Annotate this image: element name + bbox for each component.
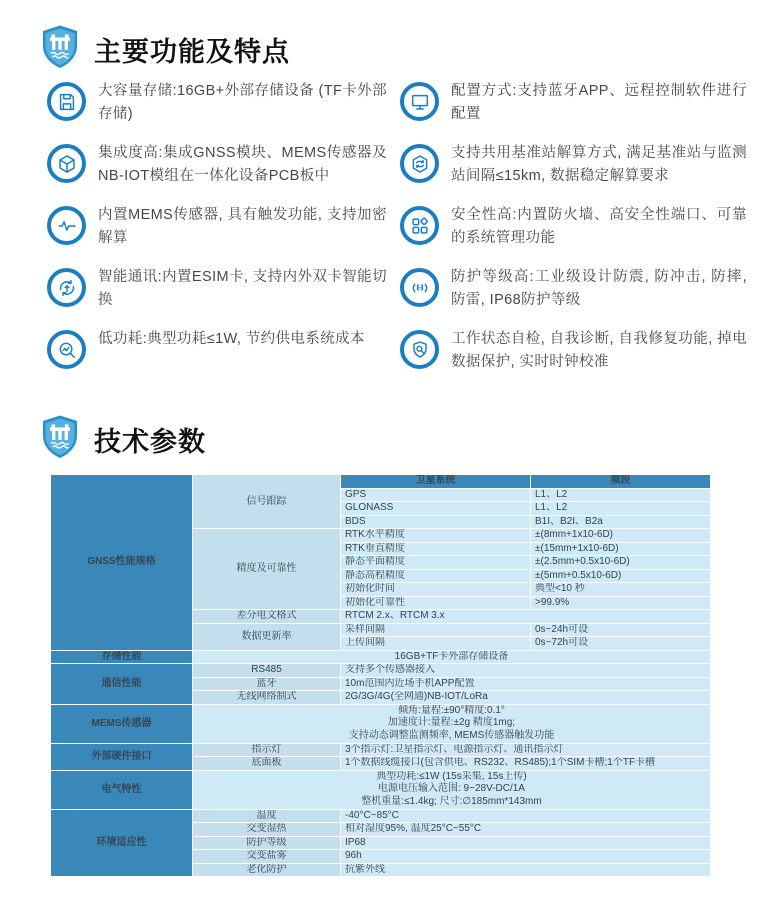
- spec-value: >99.9%: [531, 596, 711, 610]
- features-list: [47, 80, 747, 390]
- feature-text: 支持共用基准站解算方式, 满足基准站与监测站间隔≤15km, 数据稳定解算要求: [451, 145, 747, 184]
- floppy-disk-icon: [47, 82, 86, 121]
- electrical-line: 整机重量:≤1.4kg; 尺寸:∅185mm*143mm: [361, 795, 542, 807]
- spec-param: 老化防护: [193, 863, 341, 877]
- spec-param: 底面板: [193, 757, 341, 771]
- specs-table-container: [50, 474, 711, 877]
- electrical-line: 电源电压输入范围: 9~28V-DC/1A: [378, 783, 525, 795]
- spec-value: 2G/3G/4G(全网通)NB-IOT/LoRa: [341, 691, 711, 705]
- spec-value: 抗紫外线: [341, 863, 711, 877]
- feature-text: 配置方式:支持蓝牙APP、远程控制软件进行配置: [451, 83, 747, 122]
- specs-table: [50, 474, 711, 877]
- spec-value: 相对湿度95%, 温度25°C~55°C: [341, 823, 711, 837]
- spec-value: RTCM 2.x、RTCM 3.x: [341, 610, 711, 624]
- base-station-icon: [400, 144, 439, 183]
- subcategory-diff-format: 差分电文格式: [193, 610, 341, 624]
- spec-value-multiline: [193, 704, 711, 743]
- category-communication: 通信性能: [51, 664, 193, 705]
- features-column-left: [47, 80, 387, 390]
- feature-item-config: [400, 80, 747, 142]
- spec-value: B1I、B2I、B2a: [531, 515, 711, 529]
- feature-item-protection: [400, 266, 747, 328]
- feature-item-integration: [47, 142, 387, 204]
- spec-value: 0s~24h可设: [531, 623, 711, 637]
- spec-param: 防护等级: [193, 836, 341, 850]
- mems-line: 支持动态调整监测频率, MEMS传感器触发功能: [348, 729, 555, 741]
- spec-value: L1、L2: [531, 488, 711, 502]
- subcategory-update-rate: 数据更新率: [193, 623, 341, 650]
- dam-shield-logo-icon: [36, 24, 84, 74]
- category-mems: MEMS传感器: [51, 704, 193, 743]
- spec-param: 初始化可靠性: [341, 596, 531, 610]
- spec-value: 1个数据线缆接口(包含供电、RS232、RS485);1个SIM卡槽;1个TF卡槽: [341, 757, 711, 771]
- spec-value: 支持多个传感器接入: [341, 664, 711, 678]
- feature-text: 工作状态自检, 自我诊断, 自我修复功能, 掉电数据保护, 实时时钟校准: [451, 331, 747, 370]
- self-check-shield-icon: [400, 330, 439, 369]
- spec-param: 初始化时间: [341, 583, 531, 597]
- waveform-icon: [47, 206, 86, 245]
- spec-value: 96h: [341, 850, 711, 864]
- spec-value: ±(2.5mm+0.5x10-6D): [531, 556, 711, 570]
- spec-value: 3个指示灯:卫星指示灯、电源指示灯、通讯指示灯: [341, 743, 711, 757]
- feature-text: 安全性高:内置防火墙、高安全性端口、可靠的系统管理功能: [451, 207, 747, 246]
- spec-value: ±(8mm+1x10-6D): [531, 529, 711, 543]
- feature-text: 内置MEMS传感器, 具有触发功能, 支持加密解算: [98, 207, 387, 246]
- spec-value: 16GB+TF卡外部存储设备: [193, 650, 711, 664]
- category-storage: 存储性能: [51, 650, 193, 664]
- feature-text: 防护等级高:工业级设计防震, 防冲击, 防摔, 防雷, IP68防护等级: [451, 269, 747, 308]
- category-electrical: 电气特性: [51, 770, 193, 809]
- feature-item-security: [400, 204, 747, 266]
- spec-param: 上传间隔: [341, 637, 531, 651]
- subcategory-accuracy: 精度及可靠性: [193, 529, 341, 610]
- specs-section-header: [36, 414, 206, 464]
- spec-param: GLONASS: [341, 502, 531, 516]
- spec-param: GPS: [341, 488, 531, 502]
- spec-param: 静态高程精度: [341, 569, 531, 583]
- feature-item-storage: [47, 80, 387, 142]
- spec-param: RTK水平精度: [341, 529, 531, 543]
- cube-icon: [47, 144, 86, 183]
- spec-param: 采样间隔: [341, 623, 531, 637]
- feature-text: 智能通讯:内置ESIM卡, 支持内外双卡智能切换: [98, 269, 387, 308]
- specs-title: 技术参数: [94, 426, 206, 457]
- spec-value: -40°C~85°C: [341, 809, 711, 823]
- spec-value: IP68: [341, 836, 711, 850]
- subcategory-signal-tracking: 信号跟踪: [193, 475, 341, 529]
- electrical-line: 典型功耗:≤1W (15s采集, 15s上传): [376, 770, 527, 782]
- modules-icon: [400, 206, 439, 245]
- spec-param: 静态平面精度: [341, 556, 531, 570]
- feature-item-low-power: [47, 328, 387, 390]
- spec-param: 交变盐雾: [193, 850, 341, 864]
- spec-param: 指示灯: [193, 743, 341, 757]
- feature-item-mems: [47, 204, 387, 266]
- shockproof-icon: [400, 268, 439, 307]
- spec-value: 典型<10 秒: [531, 583, 711, 597]
- features-section-header: [36, 24, 290, 74]
- column-header-band: 频段: [531, 475, 711, 489]
- category-gnss: GNSS性能规格: [51, 475, 193, 651]
- monitor-icon: [400, 82, 439, 121]
- spec-param: 温度: [193, 809, 341, 823]
- spec-param: RS485: [193, 664, 341, 678]
- feature-text: 集成度高:集成GNSS模块、MEMS传感器及NB-IOT模组在一体化设备PCB板中: [98, 145, 387, 184]
- spec-value: 0s~72h可设: [531, 637, 711, 651]
- feature-item-esim: [47, 266, 387, 328]
- spec-value: ±(15mm+1x10-6D): [531, 542, 711, 556]
- sync-arrows-icon: [47, 268, 86, 307]
- spec-value: L1、L2: [531, 502, 711, 516]
- feature-item-base-station: [400, 142, 747, 204]
- spec-param: RTK垂直精度: [341, 542, 531, 556]
- low-power-magnifier-icon: [47, 330, 86, 369]
- spec-param: 无线网络制式: [193, 691, 341, 705]
- category-environment: 环境适应性: [51, 809, 193, 877]
- feature-text: 低功耗:典型功耗≤1W, 节约供电系统成本: [98, 331, 365, 347]
- spec-value-multiline: [193, 770, 711, 809]
- spec-value: ±(5mm+0.5x10-6D): [531, 569, 711, 583]
- spec-param: 交变湿热: [193, 823, 341, 837]
- mems-line: 倾角:量程:±90°精度:0.1°: [398, 704, 505, 716]
- category-hardware: 外部硬件接口: [51, 743, 193, 770]
- spec-value: 10m范围内近场手机APP配置: [341, 677, 711, 691]
- spec-param: BDS: [341, 515, 531, 529]
- dam-shield-logo-icon: [36, 414, 84, 464]
- column-header-satellite-system: 卫星系统: [341, 475, 531, 489]
- mems-line: 加速度计:量程:±2g 精度1mg;: [387, 717, 516, 729]
- feature-text: 大容量存储:16GB+外部存储设备 (TF卡外部存储): [98, 83, 387, 122]
- feature-item-self-check: [400, 328, 747, 390]
- spec-param: 蓝牙: [193, 677, 341, 691]
- features-column-right: [400, 80, 747, 390]
- features-title: 主要功能及特点: [94, 36, 290, 67]
